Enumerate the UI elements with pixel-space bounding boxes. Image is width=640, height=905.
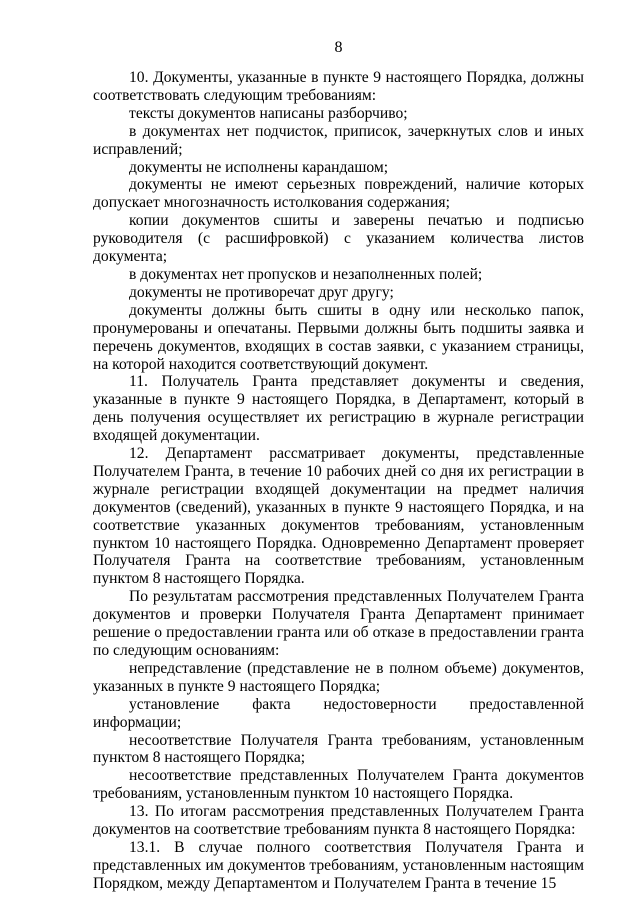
paragraph-11: 11. Получатель Гранта представляет документы и сведения, указанные в пункте 9 настоящего Порядка, в Департамент, который в день получения осуществляет их регистрацию в журнале регистрации входящей документации. — [93, 373, 584, 445]
requirement-no-contradictions: документы не противоречат друг другу; — [129, 283, 394, 301]
refusal-ground-documents: непредставление (представление не в полном объеме) документов, указанных в пункте 9 настоящего Порядка; — [93, 659, 584, 695]
refusal-ground-false-info: установление факта недостоверности предоставленной информации; — [93, 695, 584, 731]
paragraph-13: 13. По итогам рассмотрения представленных Получателем Гранта документов на соответствие требованиям пункта 8 настоящего Порядка: — [93, 803, 584, 839]
requirement-binding: документы должны быть сшиты в одну или несколько папок, пронумерованы и опечатаны. Первыми должны быть подшиты заявка и перечень документов, входящих в состав заявки, с указанием страницы, на которой находится соответствующий документ. — [93, 301, 584, 373]
refusal-ground-recipient: несоответствие Получателя Гранта требованиям, установленным пунктом 8 настоящего Порядка; — [93, 731, 584, 767]
requirement-no-pencil: документы не исполнены карандашом; — [129, 158, 389, 176]
refusal-ground-docs-requirements: несоответствие представленных Получателем Гранта документов требованиям, установленным пунктом 10 настоящего Порядка. — [93, 767, 584, 803]
paragraph-10-intro: 10. Документы, указанные в пункте 9 настоящего Порядка, должны соответствовать следующим требованиям: — [93, 69, 584, 104]
requirement-no-corrections: в документах нет подчисток, приписок, зачеркнутых слов и иных исправлений; — [93, 122, 584, 158]
paragraph-12: 12. Департамент рассматривает документы, представленные Получателем Гранта, в течение 10 рабочих дней со дня их регистрации в журнале регистрации входящей документации на предмет наличия документов (сведений), указанных в пункте 9 настоящего Порядка, и на соответствие указанных документов требованиям, установленным пунктом 10 настоящего Порядка. Одновременно Департамент проверяет Получателя Гранта на соответствие требованиям, установленным пунктом 8 настоящего Порядка. — [93, 445, 584, 588]
paragraph-12-decision: По результатам рассмотрения представленных Получателем Гранта документов и проверки Получателя Гранта Департамент принимает решение о предоставлении гранта или об отказе в предоставлении гранта по следующим основаниям: — [93, 588, 584, 659]
requirement-legible: тексты документов написаны разборчиво; — [129, 104, 408, 122]
requirement-no-damage: документы не имеют серьезных повреждений, наличие которых допускает многозначность истолкования содержания; — [93, 176, 584, 212]
paragraph-13-1: 13.1. В случае полного соответствия Получателя Гранта и представленных им документов требованиям, установленным настоящим Порядком, между Департаментом и Получателем Гранта в течение 15 — [93, 838, 584, 892]
requirement-no-gaps: в документах нет пропусков и незаполненных полей; — [129, 265, 483, 283]
page-number: 8 — [334, 39, 343, 56]
document-body — [93, 69, 584, 893]
requirement-copies-certified: копии документов сшиты и заверены печатью и подписью руководителя (с расшифровкой) с указанием количества листов документа; — [93, 212, 584, 266]
